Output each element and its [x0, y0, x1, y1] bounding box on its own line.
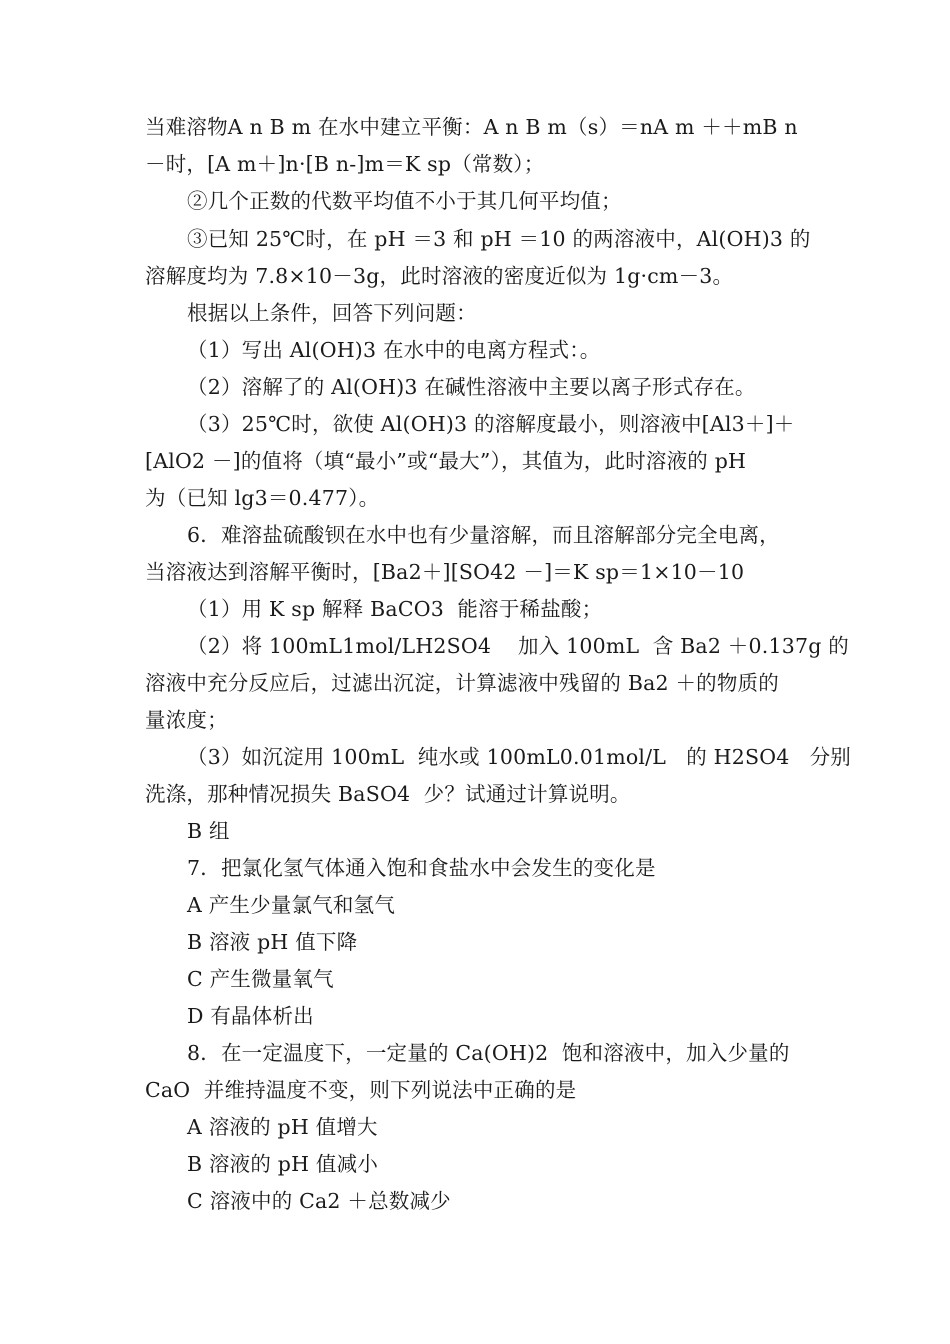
text-line: 6．难溶盐硫酸钡在水中也有少量溶解，而且溶解部分完全电离， [187, 523, 780, 547]
text-line: （2）溶解了的 Al(OH)3 在碱性溶液中主要以离子形式存在。 [187, 375, 756, 399]
text-line: （2）将 100mL1mol/LH2SO4 加入 100mL 含 Ba2 ＋0.137g 的 [187, 634, 849, 658]
text-line: ②几个正数的代数平均值不小于其几何平均值； [187, 189, 622, 213]
option-a: A 溶液的 pH 值增大 [187, 1115, 378, 1139]
text-line: 根据以上条件，回答下列问题： [187, 301, 477, 325]
text-line: 量浓度； [145, 708, 228, 732]
option-a: A 产生少量氯气和氢气 [187, 893, 396, 917]
text-line: （3）25℃时，欲使 Al(OH)3 的溶解度最小，则溶液中[Al3＋]＋ [187, 412, 795, 436]
text-line: [AlO2 －]的值将（填“最小”或“最大”），其值为，此时溶液的 pH [145, 449, 747, 473]
option-c: C 溶液中的 Ca2 ＋总数减少 [187, 1189, 451, 1213]
question-text: 7．把氯化氢气体通入饱和食盐水中会发生的变化是 [187, 856, 656, 880]
text-line: （3）如沉淀用 100mL 纯水或 100mL0.01mol/L 的 H2SO4 分别 [187, 745, 851, 769]
option-b: B 溶液 pH 值下降 [187, 930, 358, 954]
text-line: 当难溶物A n B m 在水中建立平衡：A n B m（s）＝nA m ＋＋mB n [145, 115, 798, 139]
text-line: －时，[A m＋]n·[B n-]m＝K sp（常数）； [145, 152, 545, 176]
option-b: B 溶液的 pH 值减小 [187, 1152, 379, 1176]
text-line: 溶液中充分反应后，过滤出沉淀，计算滤液中残留的 Ba2 ＋的物质的 [145, 671, 779, 695]
question-text: CaO 并维持温度不变，则下列说法中正确的是 [145, 1078, 577, 1102]
option-d: D 有晶体析出 [187, 1004, 314, 1028]
text-line: 洗涤，那种情况损失 BaSO4 少？试通过计算说明。 [145, 782, 631, 806]
text-line: 当溶液达到溶解平衡时，[Ba2＋][SO42 －]＝K sp＝1×10－10 [145, 560, 745, 584]
section-heading: B 组 [187, 819, 230, 843]
text-line: （1）写出 Al(OH)3 在水中的电离方程式：。 [187, 338, 601, 362]
text-line: 溶解度均为 7.8×10－3g，此时溶液的密度近似为 1g·cm－3。 [145, 264, 734, 288]
text-line: ③已知 25℃时，在 pH ＝3 和 pH ＝10 的两溶液中，Al(OH)3 的 [187, 227, 811, 251]
text-line: （1）用 K sp 解释 BaCO3 能溶于稀盐酸； [187, 597, 603, 621]
question-text: 8．在一定温度下，一定量的 Ca(OH)2 饱和溶液中，加入少量的 [187, 1041, 790, 1065]
option-c: C 产生微量氧气 [187, 967, 334, 991]
text-line: 为（已知 lg3＝0.477）。 [145, 486, 380, 510]
